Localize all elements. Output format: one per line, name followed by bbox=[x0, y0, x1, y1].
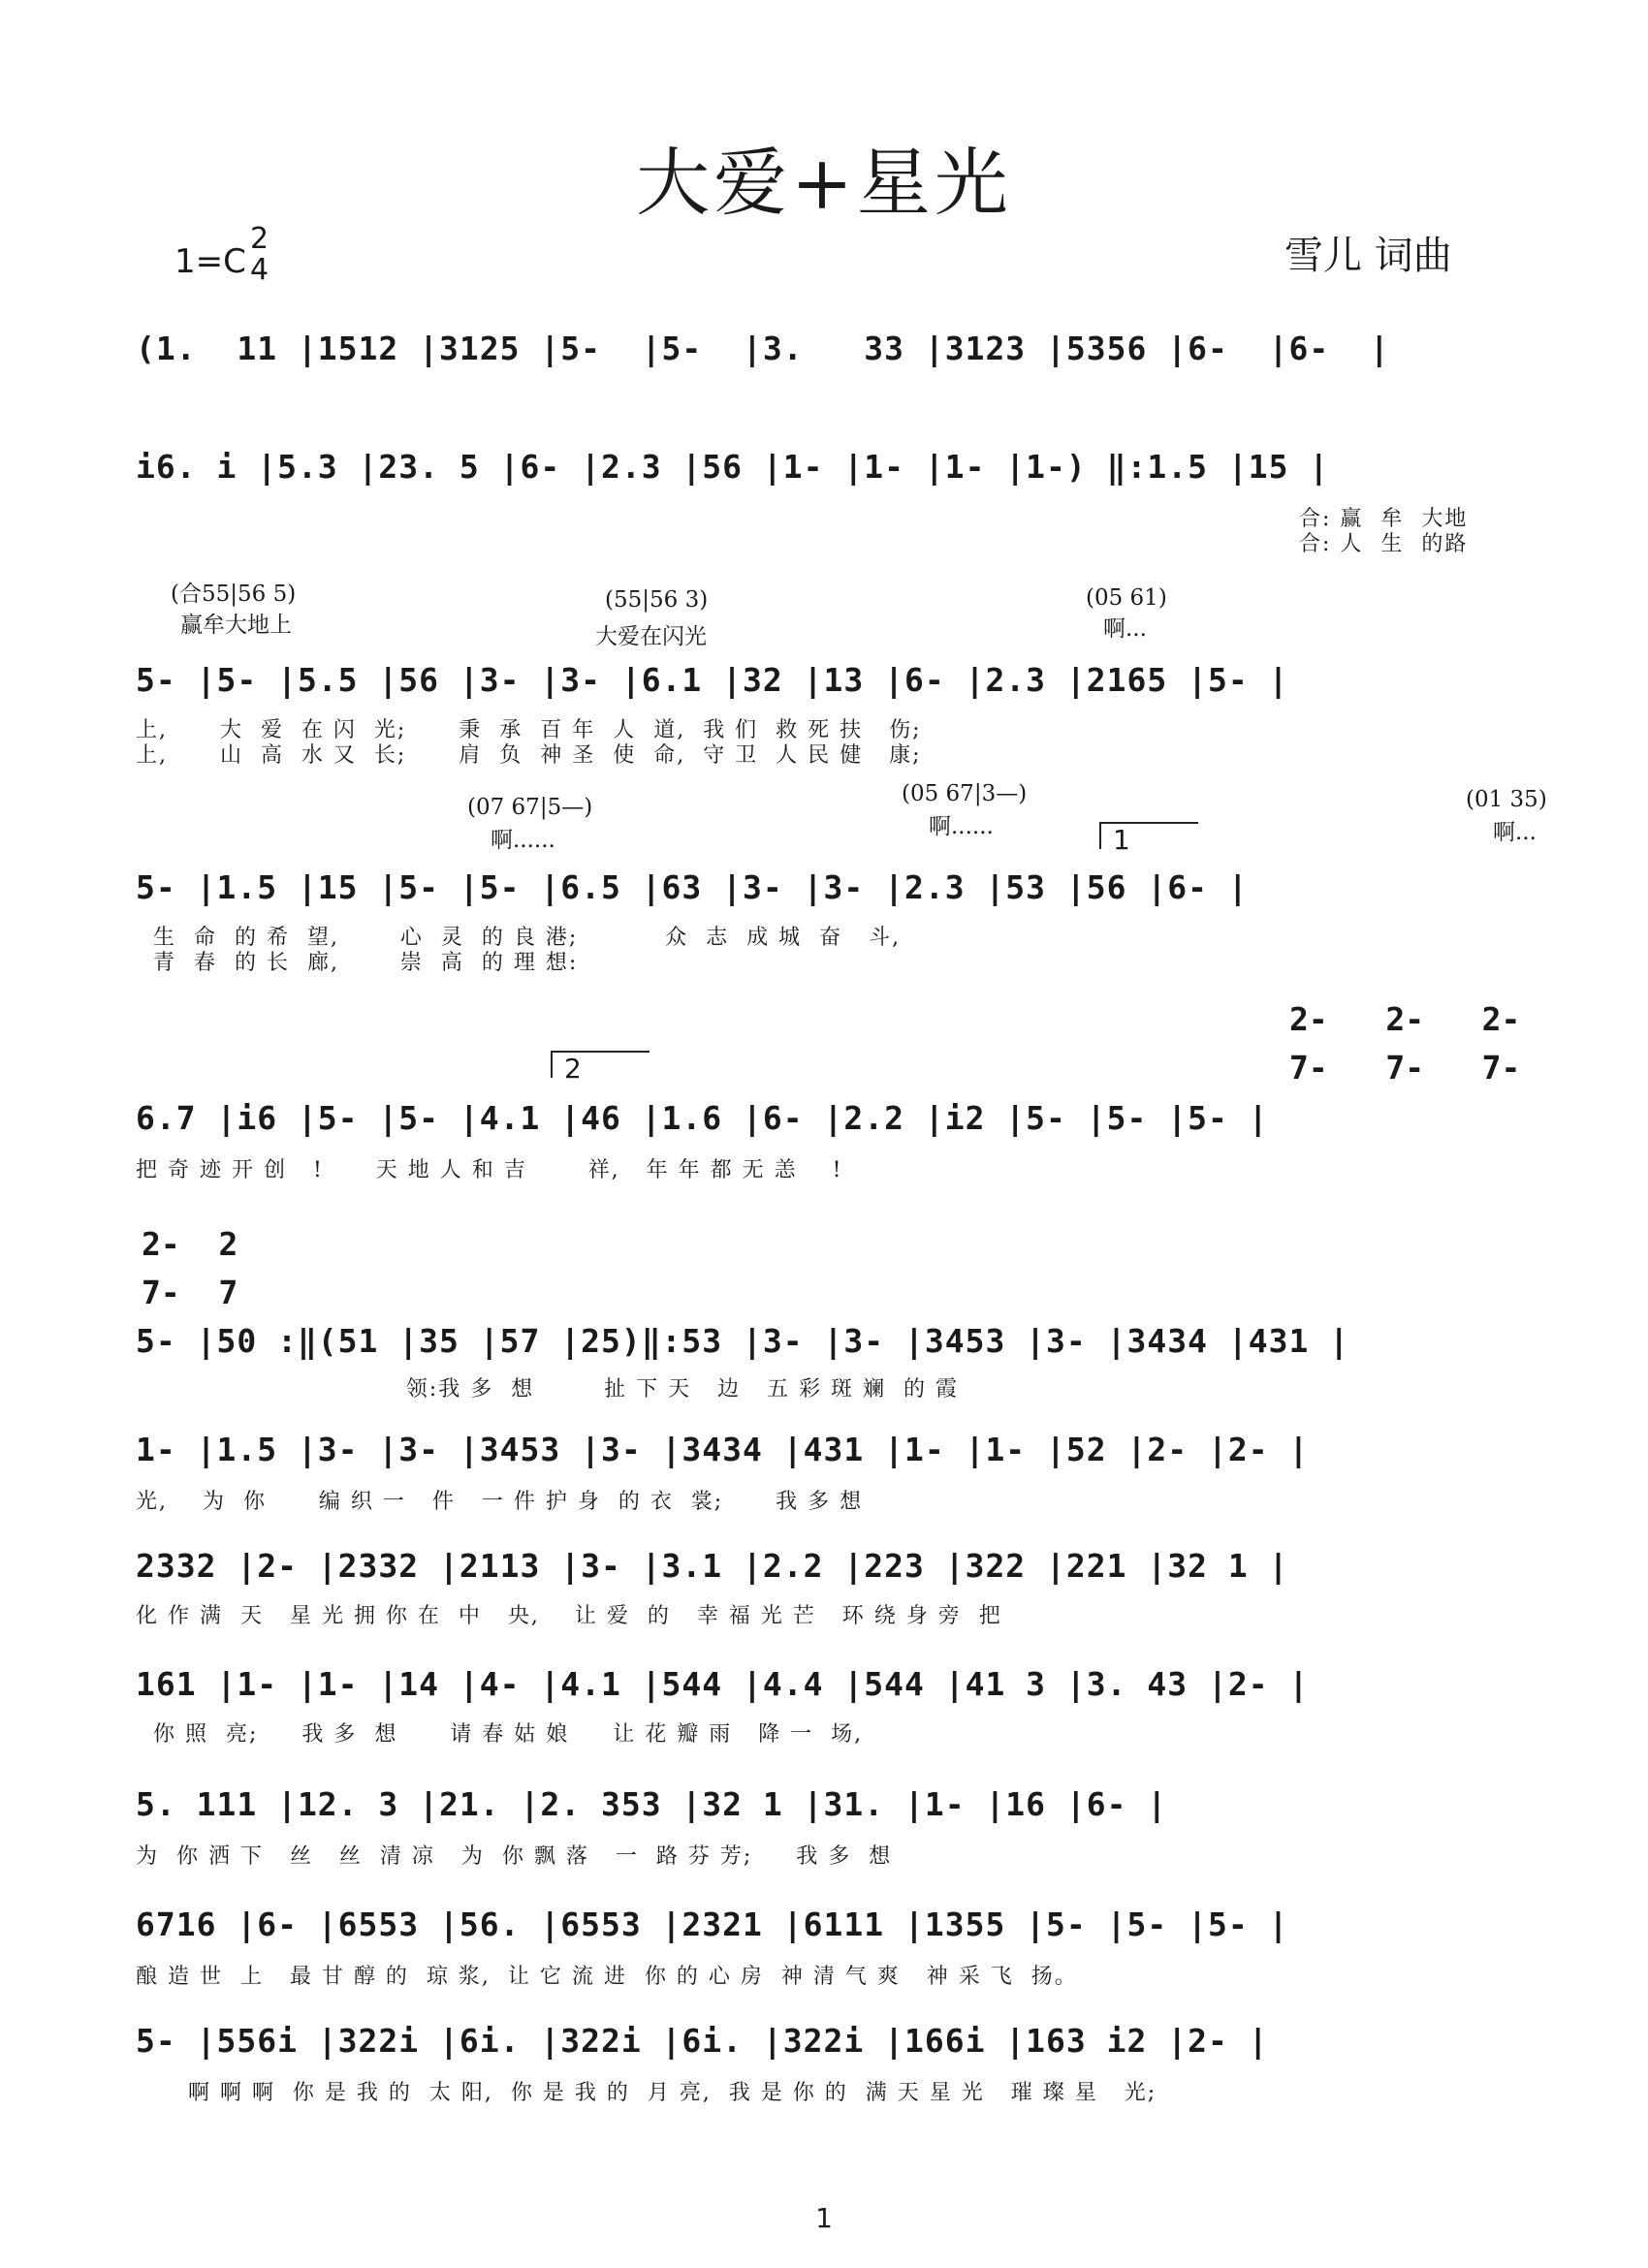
author-credit: 雪儿 词曲 bbox=[1284, 234, 1452, 278]
score-system-7 bbox=[136, 1431, 1570, 1528]
lyric-line: 光, 为 你 编 织 一 件 一 件 护 身 的 衣 裳; 我 多 想 bbox=[136, 1490, 864, 1514]
score-system-9 bbox=[136, 1665, 1570, 1762]
notes-line: 2332 |2- |2332 |2113 |3- |3.1 |2.2 |223 |322 |221 |32 1 | bbox=[136, 1547, 1289, 1585]
cue-notes: (01 35) bbox=[1466, 787, 1547, 812]
upper-voice-line: 2- 2- 2- bbox=[1289, 1000, 1521, 1038]
lyric-line: 合: 人 生 的路 bbox=[1299, 532, 1469, 556]
time-signature-top: 2 bbox=[250, 222, 269, 256]
lyric-line: 啊 啊 啊 你 是 我 的 太 阳, 你 是 我 的 月 亮, 我 是 你 的 满 天 星 光 璀 璨 星 光; bbox=[136, 2081, 1157, 2105]
score-system-5 bbox=[136, 989, 1570, 1182]
cue-lyric: 啊... bbox=[1103, 616, 1147, 642]
upper-voice-line: 7- 7- 7- bbox=[1289, 1049, 1521, 1087]
notes-line: 161 |1- |1- |14 |4- |4.1 |544 |4.4 |544 |41 3 |3. 43 |2- | bbox=[136, 1665, 1310, 1703]
lyric-line: 合: 赢 牟 大地 bbox=[1299, 507, 1469, 531]
notes-line: 5. 111 |12. 3 |21. |2. 353 |32 1 |31. |1- |16 |6- | bbox=[136, 1785, 1168, 1823]
cue-lyric: 大爱在闪光 bbox=[595, 624, 707, 649]
cue-lyric: 赢牟大地上 bbox=[180, 613, 292, 638]
lyric-line: 上, 山 高 水 又 长; 肩 负 神 圣 使 命, 守 卫 人 民 健 康; bbox=[136, 743, 922, 768]
time-signature bbox=[250, 222, 269, 287]
volta-bracket-1 bbox=[1099, 822, 1198, 856]
page-number: 1 bbox=[815, 2202, 833, 2234]
score-system-11 bbox=[136, 1906, 1570, 2002]
lyric-line: 生 命 的 希 望, 心 灵 的 良 港; 众 志 成 城 奋 斗, bbox=[136, 926, 902, 950]
lyric-line: 上, 大 爱 在 闪 光; 秉 承 百 年 人 道, 我 们 救 死 扶 伤; bbox=[136, 718, 922, 742]
time-signature-bottom: 4 bbox=[250, 253, 269, 287]
score-system-1 bbox=[136, 330, 1570, 388]
lyric-line: 化 作 满 天 星 光 拥 你 在 中 央, 让 爱 的 幸 福 光 芒 环 绕 身 旁 把 bbox=[136, 1604, 1002, 1628]
lyric-line: 酿 造 世 上 最 甘 醇 的 琼 浆, 让 它 流 进 你 的 心 房 神 清 气 爽 神 采 飞 扬。 bbox=[136, 1965, 1078, 1989]
score-system-12 bbox=[136, 2022, 1570, 2119]
cue-notes: (07 67|5—) bbox=[467, 795, 593, 820]
cue-notes: (05 67|3—) bbox=[902, 781, 1028, 806]
score-system-6 bbox=[136, 1202, 1570, 1402]
lyric-line: 把 奇 迹 开 创 ! 天 地 人 和 吉 祥, 年 年 都 无 恙 ! bbox=[136, 1158, 843, 1182]
notes-line: 5- |1.5 |15 |5- |5- |6.5 |63 |3- |3- |2.3 |53 |56 |6- | bbox=[136, 868, 1249, 906]
lyric-line: 青 春 的 长 廊, 崇 高 的 理 想: bbox=[136, 951, 579, 975]
lyric-line: 为 你 洒 下 丝 丝 清 凉 为 你 飘 落 一 路 芬 芳; 我 多 想 bbox=[136, 1844, 893, 1869]
key-signature: 1=C bbox=[174, 242, 246, 281]
score-system-8 bbox=[136, 1547, 1570, 1644]
notes-line: 5- |5- |5.5 |56 |3- |3- |6.1 |32 |13 |6- |2.3 |2165 |5- | bbox=[136, 661, 1289, 699]
score-system-10 bbox=[136, 1785, 1570, 1882]
cue-lyric: 啊...... bbox=[491, 828, 555, 853]
notes-line: (1. 11 |1512 |3125 |5- |5- |3. 33 |3123 |5356 |6- |6- | bbox=[136, 330, 1390, 367]
cue-lyric: 啊...... bbox=[929, 814, 994, 839]
notes-line: 1- |1.5 |3- |3- |3453 |3- |3434 |431 |1- |1- |52 |2- |2- | bbox=[136, 1431, 1310, 1468]
cue-notes: (合55|56 5) bbox=[171, 582, 297, 607]
score-system-4 bbox=[136, 781, 1570, 975]
notes-line: 5- |50 :‖(51 |35 |57 |25)‖:53 |3- |3- |3453 |3- |3434 |431 | bbox=[136, 1322, 1350, 1360]
score-system-3 bbox=[136, 572, 1570, 766]
song-title: 大爱+星光 bbox=[636, 140, 1012, 226]
notes-line: 6716 |6- |6553 |56. |6553 |2321 |6111 |1355 |5- |5- |5- | bbox=[136, 1906, 1289, 1943]
notes-line: 5- |556i |322i |6i. |322i |6i. |322i |166i |163 i2 |2- | bbox=[136, 2022, 1269, 2060]
score-system-2 bbox=[136, 448, 1570, 564]
volta-bracket-2 bbox=[551, 1051, 650, 1085]
notes-line: i6. i |5.3 |23. 5 |6- |2.3 |56 |1- |1- |1- |1-) ‖:1.5 |15 | bbox=[136, 448, 1330, 486]
cue-notes: (55|56 3) bbox=[605, 587, 709, 613]
notes-line: 6.7 |i6 |5- |5- |4.1 |46 |1.6 |6- |2.2 |i2 |5- |5- |5- | bbox=[136, 1099, 1269, 1137]
upper-voice-line: 2- 2 bbox=[142, 1225, 238, 1263]
cue-lyric: 啊... bbox=[1493, 820, 1537, 845]
cue-notes: (05 61) bbox=[1086, 585, 1167, 611]
lyric-line: 领:我 多 想 扯 下 天 边 五 彩 斑 斓 的 霞 bbox=[136, 1377, 960, 1402]
volta-number: 2 bbox=[564, 1053, 582, 1085]
lyric-line: 你 照 亮; 我 多 想 请 春 姑 娘 让 花 瓣 雨 降 一 场, bbox=[136, 1722, 864, 1747]
volta-number: 1 bbox=[1113, 824, 1130, 856]
upper-voice-line: 7- 7 bbox=[142, 1274, 238, 1311]
